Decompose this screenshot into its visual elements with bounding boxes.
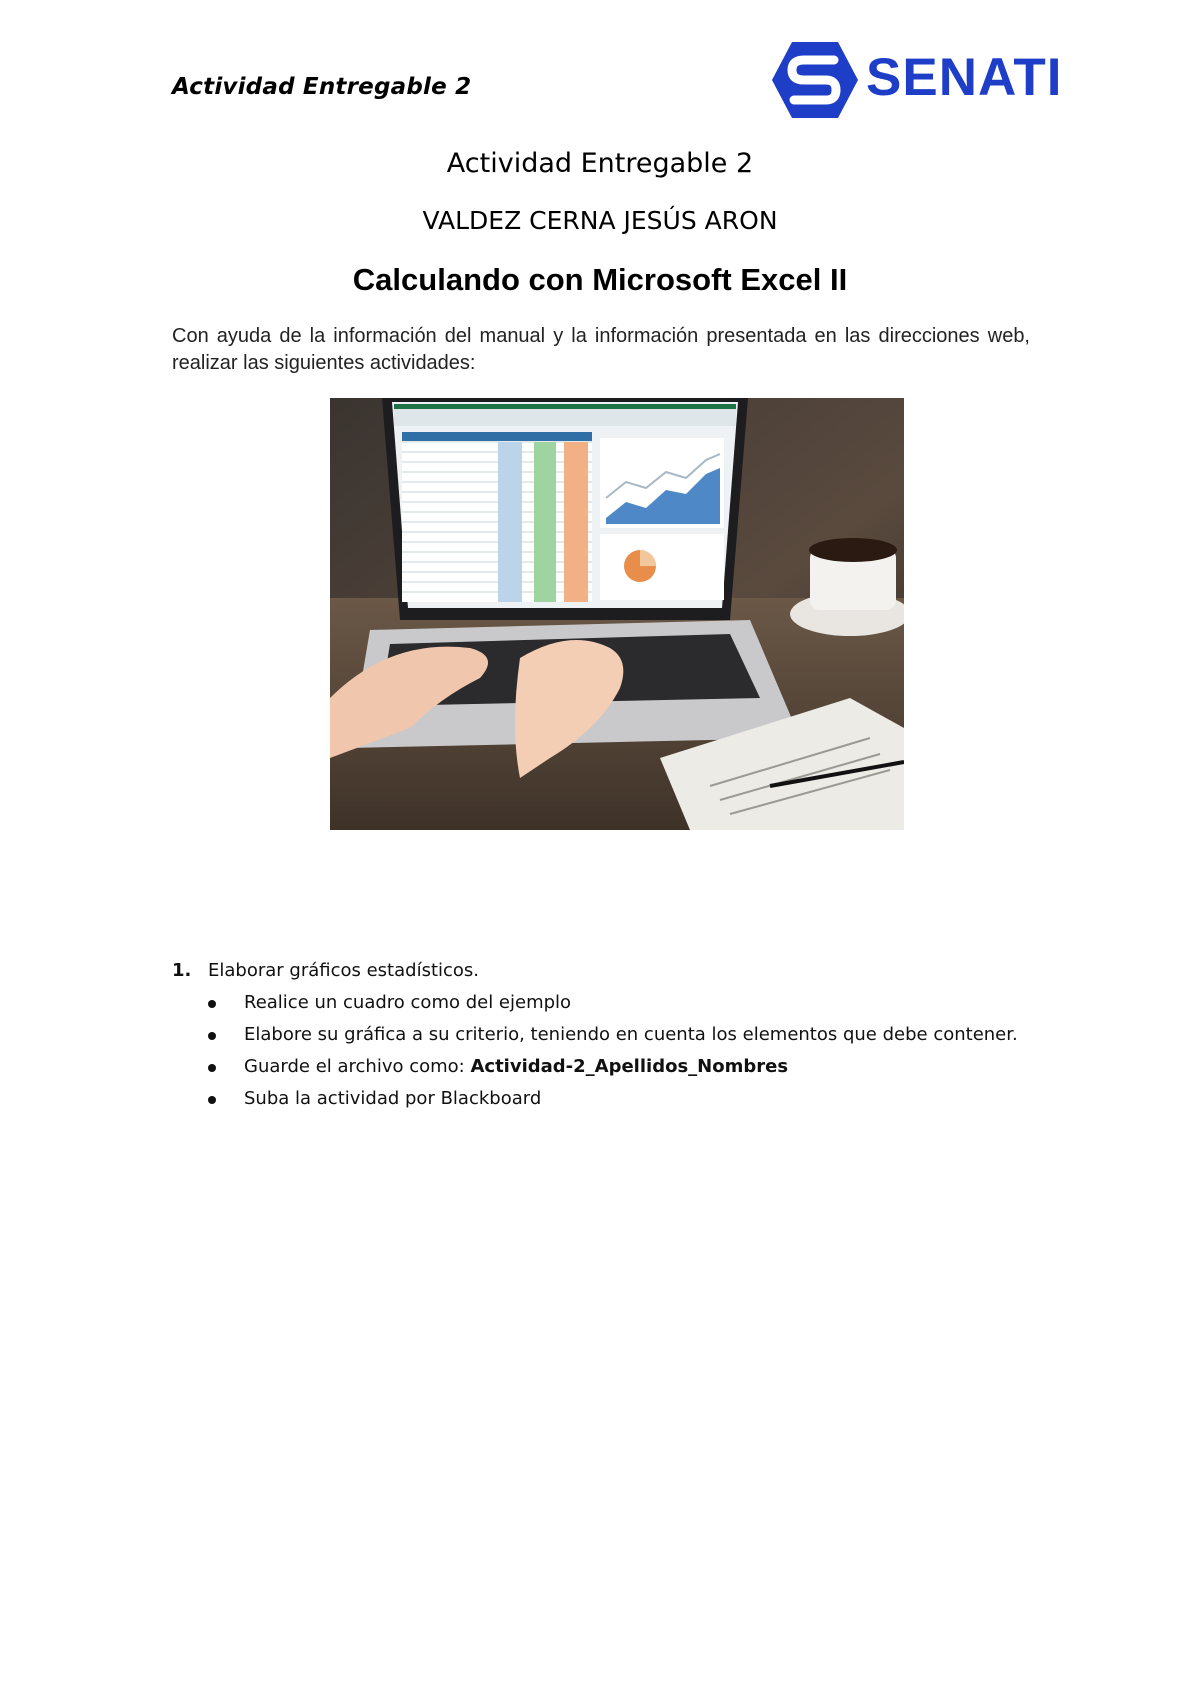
list-item: Realice un cuadro como del ejemplo <box>208 992 1068 1020</box>
document-title: Actividad Entregable 2 <box>446 148 754 179</box>
list-item: Suba la actividad por Blackboard <box>208 1088 1068 1116</box>
bullet-icon <box>208 1000 216 1008</box>
running-header: Actividad Entregable 2 <box>172 74 472 100</box>
bullet-icon <box>208 1064 216 1072</box>
author-name: VALDEZ CERNA JESÚS ARON <box>422 206 778 235</box>
list-item: Guarde el archivo como: Actividad-2_Apellidos_Nombres <box>208 1056 1068 1084</box>
list-item: Elabore su gráfica a su criterio, teniendo en cuenta los elementos que debe contener. <box>208 1024 1068 1052</box>
senati-logo <box>770 40 1070 120</box>
filename: Actividad-2_Apellidos_Nombres <box>470 1056 789 1077</box>
laptop-spreadsheet-photo <box>330 398 904 830</box>
task-number: 1. <box>172 960 192 981</box>
bullet-icon <box>208 1096 216 1104</box>
senati-wordmark: SENATI <box>866 48 1063 107</box>
bullet-icon <box>208 1032 216 1040</box>
senati-hexagon-icon <box>770 40 860 120</box>
subject-heading: Calculando con Microsoft Excel II <box>352 262 848 297</box>
intro-paragraph: Con ayuda de la información del manual y la información presentada en las direcciones web, realizar las siguientes actividades: <box>172 325 1030 374</box>
task-title: Elaborar gráficos estadísticos. <box>208 960 480 981</box>
